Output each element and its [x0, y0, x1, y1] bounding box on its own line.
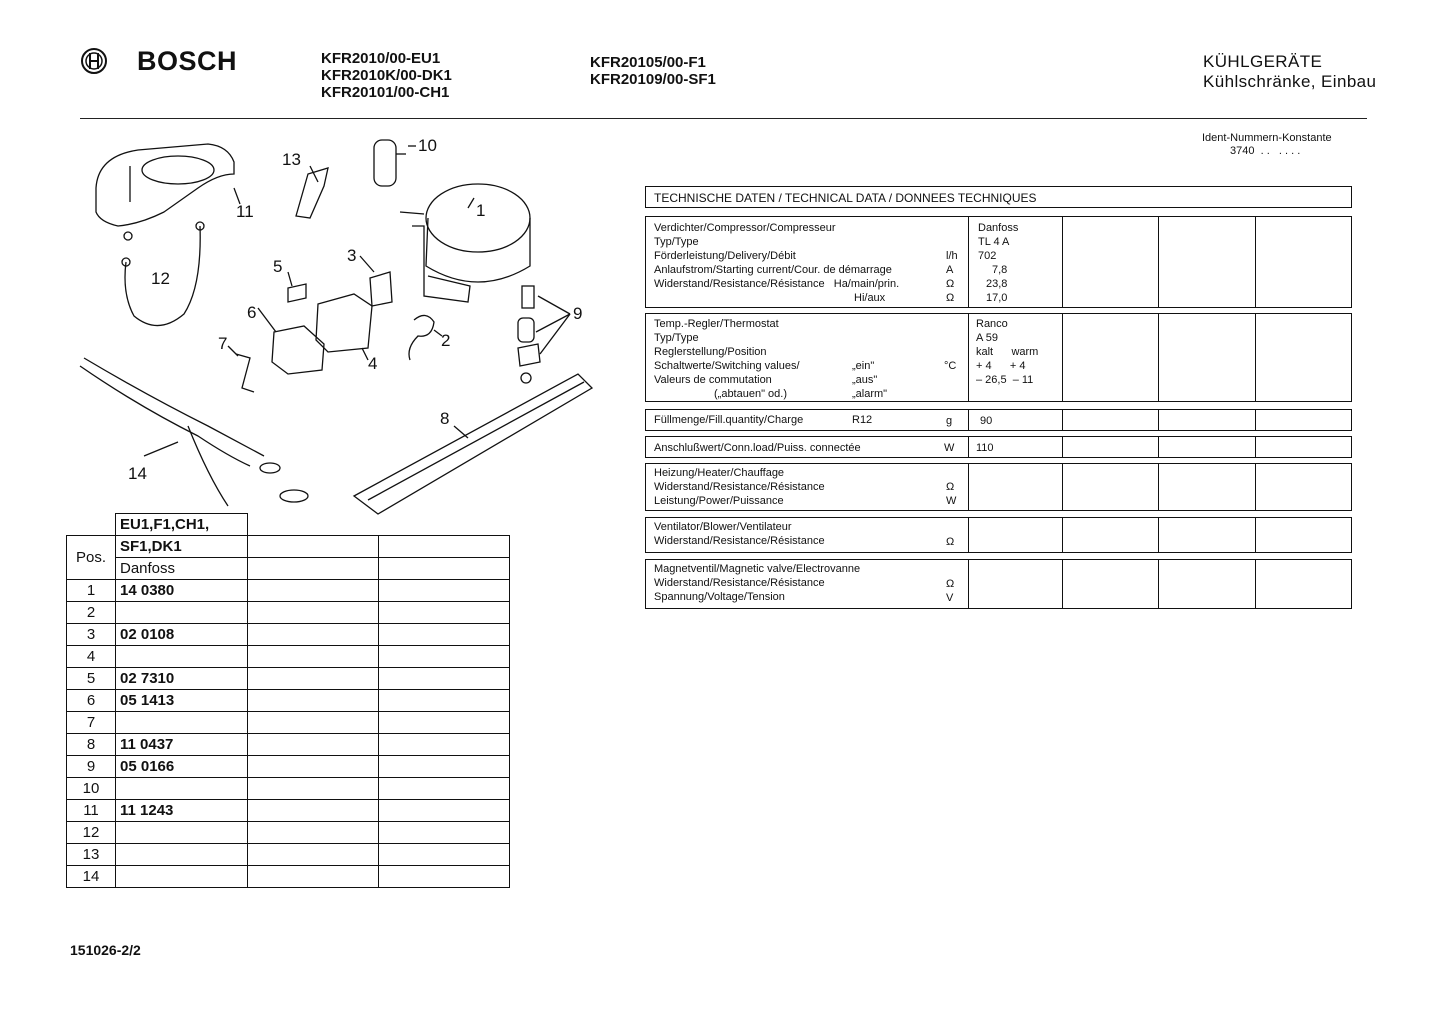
model-number: KFR2010K/00-DK1	[321, 67, 452, 84]
callout-5: 5	[273, 257, 283, 276]
callout-3: 3	[347, 246, 357, 265]
empty-cell	[248, 580, 379, 602]
compressor-block	[645, 216, 1352, 308]
empty-cell	[248, 712, 379, 734]
pos-cell: 10	[67, 778, 116, 800]
table-row	[67, 844, 510, 866]
thermostat-switching-label: Schaltwerte/Switching values/	[654, 360, 800, 372]
table-row	[67, 822, 510, 844]
model-number: KFR2010/00-EU1	[321, 50, 441, 67]
part-number-cell: 14 0380	[116, 580, 248, 602]
ident-label: Ident-Nummern-Konstante	[1202, 132, 1332, 144]
table-row	[67, 602, 510, 624]
empty-cell	[379, 822, 510, 844]
value: kalt warm	[976, 346, 1039, 358]
part-number-cell	[116, 602, 248, 624]
part-9-bolts-drawing	[518, 286, 540, 383]
empty-cell	[248, 822, 379, 844]
callout-11: 11	[236, 202, 254, 221]
value: 7,8	[992, 264, 1008, 276]
table-row	[67, 668, 510, 690]
unit: V	[946, 592, 954, 604]
pos-cell: 2	[67, 602, 116, 624]
document-number: 151026-2/2	[70, 942, 141, 958]
exploded-parts-diagram	[78, 126, 608, 526]
unit: A	[946, 264, 954, 276]
unit: W	[946, 495, 957, 507]
compressor-type-label: Typ/Type	[654, 236, 699, 248]
compressor-delivery-label: Förderleistung/Delivery/Débit	[654, 250, 796, 262]
valve-block	[645, 559, 1352, 609]
thermostat-commutation-label: Valeurs de commutation	[654, 374, 772, 386]
thermostat-position-label: Reglerstellung/Position	[654, 346, 767, 358]
unit: Ω	[946, 578, 955, 590]
variant-header-2: SF1,DK1	[116, 536, 248, 558]
part-number-cell	[116, 778, 248, 800]
empty-cell	[248, 844, 379, 866]
part-2-overload-drawing	[409, 315, 434, 360]
empty-cell	[248, 624, 379, 646]
empty-cell	[379, 580, 510, 602]
compressor-aux-label: Hi/aux	[854, 292, 886, 304]
part-10-capacitor-drawing	[374, 140, 406, 186]
table-row	[67, 778, 510, 800]
pos-cell: 14	[67, 866, 116, 888]
part-7-bracket-drawing	[236, 354, 254, 392]
category-subtitle: Kühlschränke, Einbau	[1203, 72, 1377, 91]
ident-value: 3740 . . . . . .	[1230, 145, 1301, 157]
part-13-clip-drawing	[296, 168, 328, 218]
refrigerant: R12	[852, 414, 873, 426]
pos-cell: 7	[67, 712, 116, 734]
table-row	[67, 646, 510, 668]
heater-resistance-label: Widerstand/Resistance/Résistance	[654, 481, 825, 493]
part-number-cell: 11 0437	[116, 734, 248, 756]
unit: °C	[944, 360, 957, 372]
callout-1: 1	[476, 201, 486, 220]
thermostat-defrost-label: („abtauen" od.)	[714, 388, 788, 400]
callout-6: 6	[247, 303, 257, 322]
value: 17,0	[986, 292, 1008, 304]
charge-label: Füllmenge/Fill.quantity/Charge	[654, 414, 804, 426]
model-number: KFR20101/00-CH1	[321, 84, 450, 101]
thermostat-block	[645, 313, 1352, 402]
unit: Ω	[946, 481, 955, 493]
valve-resistance-label: Widerstand/Resistance/Résistance	[654, 577, 825, 589]
load-block	[645, 436, 1352, 458]
variant-header: EU1,F1,CH1,	[116, 514, 248, 536]
unit: W	[944, 442, 955, 454]
maker-header: Danfoss	[116, 558, 248, 580]
empty-cell	[248, 778, 379, 800]
empty-cell	[248, 866, 379, 888]
part-number-cell	[116, 844, 248, 866]
pos-header: Pos.	[67, 536, 116, 580]
part-number-cell: 02 7310	[116, 668, 248, 690]
empty-cell	[248, 668, 379, 690]
header-divider	[80, 118, 1367, 119]
parts-rows	[67, 580, 510, 888]
heater-power-label: Leistung/Power/Puissance	[654, 495, 784, 507]
category	[1203, 52, 1376, 92]
heater-label: Heizung/Heater/Chauffage	[654, 467, 785, 479]
part-number-cell: 05 0166	[116, 756, 248, 778]
unit: g	[946, 415, 953, 427]
value: 23,8	[986, 278, 1008, 290]
thermostat-type-label: Typ/Type	[654, 332, 699, 344]
heater-block	[645, 463, 1352, 511]
tech-data-title: TECHNISCHE DATEN / TECHNICAL DATA / DONNEES TECHNIQUES	[645, 186, 1352, 208]
blower-resistance-label: Widerstand/Resistance/Résistance	[654, 535, 825, 547]
table-row	[67, 800, 510, 822]
pos-cell: 11	[67, 800, 116, 822]
empty-cell	[248, 646, 379, 668]
pos-cell: 1	[67, 580, 116, 602]
pos-cell: 3	[67, 624, 116, 646]
brand-name: BOSCH	[137, 46, 238, 76]
part-number-cell: 11 1243	[116, 800, 248, 822]
value: + 4 + 4	[976, 360, 1026, 372]
part-number-cell	[116, 646, 248, 668]
callout-9: 9	[573, 304, 583, 323]
callout-2: 2	[441, 331, 451, 350]
compressor-current-label: Anlaufstrom/Starting current/Cour. de démarrage	[654, 264, 892, 276]
table-row	[67, 580, 510, 602]
load-label: Anschlußwert/Conn.load/Puiss. connectée	[654, 442, 861, 454]
ident-block	[1202, 132, 1332, 158]
blower-block	[645, 517, 1352, 553]
unit: Ω	[946, 536, 955, 548]
pos-cell: 12	[67, 822, 116, 844]
empty-cell	[248, 734, 379, 756]
value: Danfoss	[978, 222, 1019, 234]
value: Ranco	[976, 318, 1008, 330]
valve-voltage-label: Spannung/Voltage/Tension	[654, 591, 785, 603]
pos-cell: 13	[67, 844, 116, 866]
callout-12: 12	[151, 269, 170, 288]
valve-label: Magnetventil/Magnetic valve/Electrovanne	[654, 563, 861, 575]
part-4-block-drawing	[316, 294, 372, 352]
unit: Ω	[946, 292, 955, 304]
thermostat-label: Temp.-Regler/Thermostat	[654, 318, 779, 330]
empty-cell	[248, 690, 379, 712]
switch-off-label: „aus"	[852, 374, 878, 386]
empty-cell	[248, 602, 379, 624]
pos-cell: 4	[67, 646, 116, 668]
table-row	[67, 624, 510, 646]
part-14-cable-drawing	[80, 358, 308, 506]
pos-cell: 9	[67, 756, 116, 778]
callout-10: 10	[418, 136, 437, 155]
empty-cell	[379, 844, 510, 866]
part-number-cell	[116, 866, 248, 888]
part-8-rail-drawing	[354, 374, 592, 514]
table-row	[67, 690, 510, 712]
value: A 59	[976, 332, 999, 344]
empty-cell	[379, 624, 510, 646]
value: 702	[978, 250, 997, 262]
unit: l/h	[946, 250, 958, 262]
table-row	[67, 866, 510, 888]
callout-4: 4	[368, 354, 378, 373]
empty-cell	[379, 712, 510, 734]
pos-cell: 6	[67, 690, 116, 712]
part-11-housing-drawing	[96, 144, 234, 240]
callout-14: 14	[128, 464, 147, 483]
value: 90	[980, 415, 993, 427]
empty-cell	[379, 800, 510, 822]
value: 110	[976, 442, 994, 454]
parts-table	[66, 513, 510, 888]
empty-cell	[379, 734, 510, 756]
category-title: KÜHLGERÄTE	[1203, 52, 1323, 71]
callout-7: 7	[218, 334, 228, 353]
pos-cell: 5	[67, 668, 116, 690]
value: TL 4 A	[978, 236, 1010, 248]
empty-cell	[379, 646, 510, 668]
blower-label: Ventilator/Blower/Ventilateur	[654, 521, 792, 533]
switch-on-label: „ein"	[852, 360, 875, 372]
part-number-cell: 05 1413	[116, 690, 248, 712]
part-number-cell	[116, 822, 248, 844]
table-row	[67, 756, 510, 778]
table-row	[67, 734, 510, 756]
empty-cell	[248, 800, 379, 822]
part-number-cell	[116, 712, 248, 734]
model-number: KFR20109/00-SF1	[590, 71, 716, 88]
pos-cell: 8	[67, 734, 116, 756]
part-3-relay-drawing	[370, 272, 392, 306]
compressor-label: Verdichter/Compressor/Compresseur	[654, 222, 836, 234]
alarm-label: „alarm"	[852, 388, 888, 400]
model-number: KFR20105/00-F1	[590, 54, 706, 71]
model-list-1	[321, 50, 452, 101]
callout-13: 13	[282, 150, 301, 169]
part-number-cell: 02 0108	[116, 624, 248, 646]
model-list-2	[590, 54, 716, 88]
table-row	[67, 712, 510, 734]
empty-cell	[379, 690, 510, 712]
empty-cell	[379, 778, 510, 800]
unit: Ω	[946, 278, 955, 290]
empty-cell	[379, 668, 510, 690]
part-5-clip-drawing	[288, 284, 306, 302]
empty-cell	[248, 756, 379, 778]
empty-cell	[379, 866, 510, 888]
compressor-resistance-label: Widerstand/Resistance/Résistance Ha/main/prin.	[654, 278, 900, 290]
callout-8: 8	[440, 409, 450, 428]
empty-cell	[379, 756, 510, 778]
bosch-logo-icon	[80, 47, 108, 75]
empty-cell	[379, 602, 510, 624]
part-1-compressor-drawing	[400, 184, 530, 302]
value: – 26,5 – 11	[976, 374, 1034, 386]
charge-block	[645, 409, 1352, 431]
